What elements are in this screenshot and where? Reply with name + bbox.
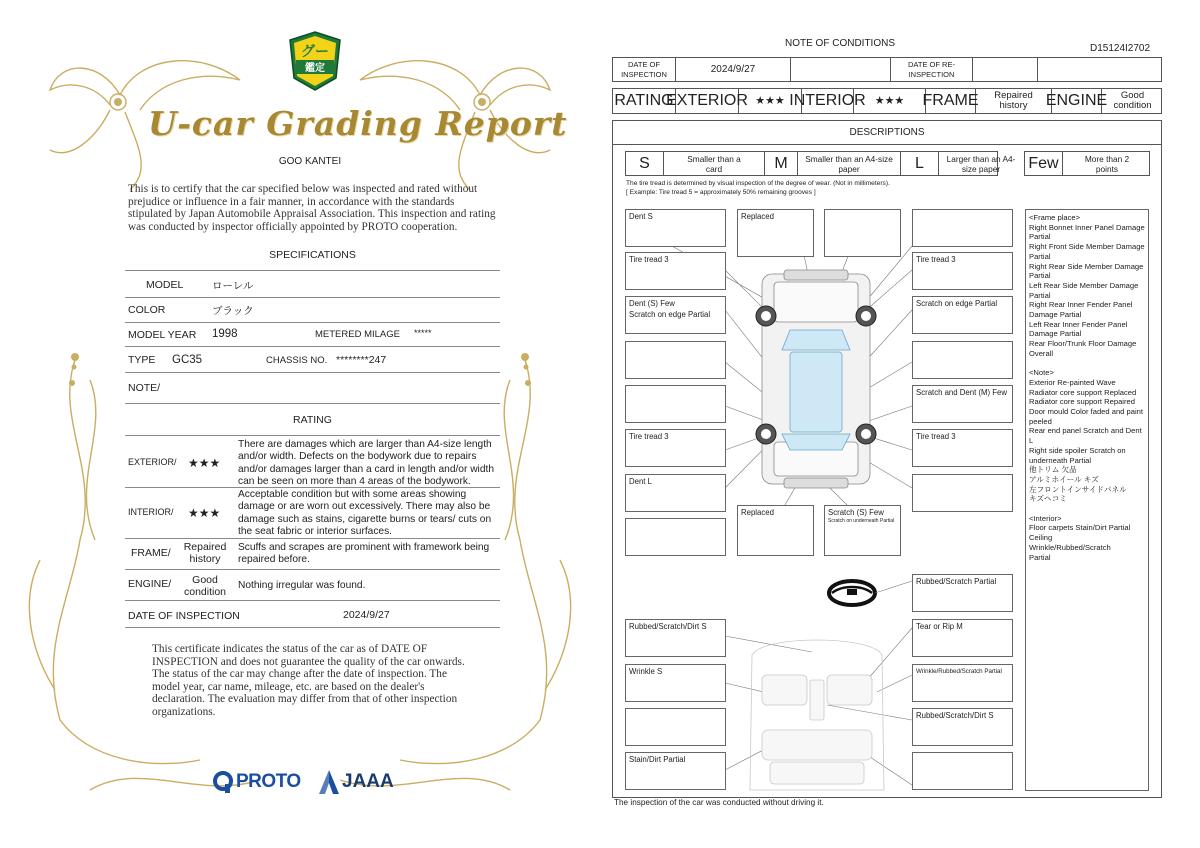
note-empty-left-5 [625, 385, 726, 423]
note-tear-rip: Tear or Rip M [912, 619, 1013, 657]
date-of-inspection-label: DATE OF INSPECTION [613, 58, 676, 81]
color-label: COLOR [128, 304, 166, 316]
exterior-stars: ★★★ [739, 89, 802, 113]
note-wrinkle-rubbed: Wrinkle/Rubbed/Scratch Partial [912, 664, 1013, 702]
note-tire-front-left: Tire tread 3 [625, 252, 726, 290]
note-line: <Interior> [1029, 513, 1062, 523]
note-tire-front-right: Tire tread 3 [912, 252, 1013, 290]
note-empty-left-8 [625, 518, 726, 556]
descriptions-heading: DESCRIPTIONS [612, 120, 1162, 145]
frame-description: Scuffs and scrapes are prominent with framework being repaired before. [238, 542, 490, 566]
mileage-label: METERED MILAGE [315, 329, 400, 340]
proto-logo-icon [212, 770, 234, 794]
exterior-label: EXTERIOR [676, 89, 739, 113]
condition-notes-list [1025, 209, 1149, 791]
interior-description: Acceptable condition but with some areas showing damage or are worn out excessively. There may also be damage such as stains, cigarette burns or tears/ cuts on the seat fabric or interior surfaces. [238, 489, 492, 537]
note-scratch-underneath: Scratch on underneath Partial [828, 518, 895, 524]
interior-stars: ★★★ [188, 506, 221, 520]
note-dent-s: Dent S [625, 209, 726, 247]
note-empty-right-4 [912, 341, 1013, 379]
note-line: Right Bonnet Inner Panel Damage Partial [1029, 222, 1145, 242]
note-scratch-edge-left: Scratch on edge Partial [629, 310, 711, 319]
date-of-inspection-value: 2024/9/27 [676, 58, 791, 81]
svg-text:グー: グー [301, 44, 329, 60]
certificate-disclaimer: This certificate indicates the status of the car as of DATE OF INSPECTION and does not guarantee the quality of the car onwards. The status of the car may change after the date of inspection. The model year, car name, mileage, etc. are based on the dealer's declaration. The evaluation may differ from that of other inspection organizations. [152, 643, 465, 718]
note-line: Right side spoiler Scratch on underneath Partial [1029, 445, 1126, 465]
note-wrinkle-s: Wrinkle S [625, 664, 726, 702]
certification-statement: This is to certify that the car specified below was inspected and rated without prejudice or influence in a fair manner, in accordance with the standards stipulated by Japan Automobile Appraisal Association. This inspection and rating was conducted by inspector officially appointed by PROTO cooperation. [128, 183, 496, 233]
certificate-title: U-car Grading Report [148, 104, 568, 143]
date-of-inspection-label: DATE OF INSPECTION [128, 610, 240, 622]
tire-tread-example: [ Example: Tire tread 5 = approximately 50% remaining grooves ] [626, 189, 816, 196]
note-scratch-s-few-line1: Scratch (S) Few [828, 508, 884, 517]
document-id: D15124I2702 [1090, 43, 1151, 54]
chassis-value: ********247 [336, 354, 387, 366]
frame-label: FRAME [926, 89, 976, 113]
note-line: Exterior Re-painted Wave [1029, 377, 1116, 387]
note-dent-l: Dent L [625, 474, 726, 512]
engine-label: ENGINE/ [128, 578, 172, 590]
note-rubbed-scratch-partial: Rubbed/Scratch Partial [912, 574, 1013, 612]
note-line: Partial [1029, 552, 1051, 562]
note-scratch-dent-few: Scratch and Dent (M) Few [912, 385, 1013, 423]
note-empty-left-4 [625, 341, 726, 379]
legend-l: L [901, 152, 939, 175]
conditions-title: NOTE OF CONDITIONS [785, 38, 895, 49]
specifications-heading: SPECIFICATIONS [269, 249, 356, 261]
frame-label: FRAME/ [131, 547, 171, 559]
engine-description: Nothing irregular was found. [238, 580, 366, 591]
note-tire-rear-right: Tire tread 3 [912, 429, 1013, 467]
note-rubbed-dirt-s-right: Rubbed/Scratch/Dirt S [912, 708, 1013, 746]
svg-text:鑑定: 鑑定 [305, 63, 325, 74]
proto-logo-text: PROTO [236, 771, 301, 792]
size-legend [625, 151, 1016, 176]
mileage-value: ***** [414, 328, 432, 338]
legend-few: Few [1025, 152, 1063, 175]
note-line: アルミホイール キズ [1029, 474, 1099, 484]
model-year-value: 1998 [212, 328, 238, 340]
exterior-label: EXTERIOR/ [128, 457, 177, 467]
note-line: 他トリム 欠品 [1029, 465, 1077, 475]
interior-label: INTERIOR [802, 89, 854, 113]
jaaa-logo-icon [318, 769, 340, 795]
rating-row [612, 88, 1162, 114]
frame-value: Repaired history [183, 541, 227, 566]
model-year-label: MODEL YEAR [128, 329, 197, 341]
note-line: Floor carpets Stain/Dirt Partial [1029, 523, 1131, 533]
note-scratch-s-few [824, 505, 901, 556]
note-scratch-edge-right: Scratch on edge Partial [912, 296, 1013, 334]
inspection-footer-note: The inspection of the car was conducted without driving it. [614, 798, 824, 807]
note-line: Left Rear Inner Fender Panel Damage Partial [1029, 319, 1128, 339]
goo-kantei-badge-icon [286, 30, 344, 92]
note-line: Radiator core support Replaced [1029, 387, 1137, 397]
note-rubbed-dirt-s-left: Rubbed/Scratch/Dirt S [625, 619, 726, 657]
frame-value: Repaired history [976, 89, 1052, 113]
note-line: Rear Floor/Trunk Floor Damage Overall [1029, 339, 1137, 358]
rating-label: RATING [613, 89, 676, 113]
note-replaced-bottom: Replaced [737, 505, 814, 556]
note-empty-right-7 [912, 474, 1013, 512]
exterior-stars: ★★★ [188, 456, 221, 470]
note-stain-dirt: Stain/Dirt Partial [625, 752, 726, 790]
note-line: Door mould Color faded and paint peeled [1029, 407, 1143, 426]
legend-m-desc: Smaller than an A4-size paper [798, 152, 901, 175]
tire-tread-note: The tire tread is determined by visual inspection of the degree of wear. (Not in millimeters). [626, 180, 890, 187]
note-line: キズヘコミ [1029, 494, 1067, 504]
jaaa-logo-text: JAAA [342, 771, 394, 792]
legend-s-desc: Smaller than a card [664, 152, 765, 175]
note-line: Ceiling [1029, 533, 1053, 543]
type-value: GC35 [172, 354, 203, 366]
note-label: NOTE/ [128, 382, 161, 394]
engine-label: ENGINE [1052, 89, 1102, 113]
note-replaced-top: Replaced [737, 209, 814, 257]
note-tire-rear-left: Tire tread 3 [625, 429, 726, 467]
color-value: ブラック [212, 305, 254, 317]
note-line: 左フロントインサイドパネル [1029, 484, 1127, 494]
legend-s: S [626, 152, 664, 175]
note-empty-interior-left [625, 708, 726, 746]
steering-wheel-icon [829, 581, 875, 605]
note-dent-few [625, 296, 726, 334]
model-label: MODEL [146, 279, 184, 291]
date-of-inspection-value: 2024/9/27 [343, 609, 390, 621]
few-legend [1024, 151, 1150, 176]
brand-name: GOO KANTEI [278, 156, 342, 167]
note-line: Wrinkle/Rubbed/Scratch [1029, 542, 1111, 552]
date-row [612, 57, 1162, 82]
model-value: ローレル [212, 280, 254, 292]
note-line: <Note> [1029, 368, 1054, 378]
exterior-description: There are damages which are larger than A4-size length and/or width. Defects on the bodywork due to repairs and/or damages larger than a card in length and/or width can be seen on more than 4 areas of the bodywork. [238, 439, 494, 487]
note-empty-interior-right [912, 752, 1013, 790]
note-empty-top-right [912, 209, 1013, 247]
note-line: Right Front Side Member Damage Partial [1029, 242, 1145, 261]
interior-label: INTERIOR/ [128, 507, 174, 517]
note-line: Rear end panel Scratch and Dent L [1029, 426, 1142, 446]
rating-heading: RATING [293, 414, 332, 426]
note-dent-few-line1: Dent (S) Few [629, 299, 675, 308]
note-line: Radiator core support Repaired [1029, 397, 1135, 407]
legend-m: M [765, 152, 798, 175]
interior-stars: ★★★ [854, 89, 926, 113]
note-line: Left Rear Side Member Damage Partial [1029, 280, 1139, 300]
reinspection-label: DATE OF RE-INSPECTION [891, 58, 973, 81]
chassis-label: CHASSIS NO. [266, 355, 328, 366]
note-line: Right Rear Inner Fender Panel Damage Partial [1029, 300, 1133, 320]
note-line: Right Rear Side Member Damage Partial [1029, 261, 1144, 281]
note-empty-top-center [824, 209, 901, 257]
engine-value: Good condition [183, 574, 227, 599]
type-label: TYPE [128, 354, 156, 366]
legend-few-desc: More than 2 points [1084, 153, 1130, 174]
engine-value: Good condition [1113, 90, 1152, 111]
note-line: <Frame place> [1029, 213, 1081, 222]
legend-l-desc: Larger than an A4-size paper [946, 153, 1016, 174]
